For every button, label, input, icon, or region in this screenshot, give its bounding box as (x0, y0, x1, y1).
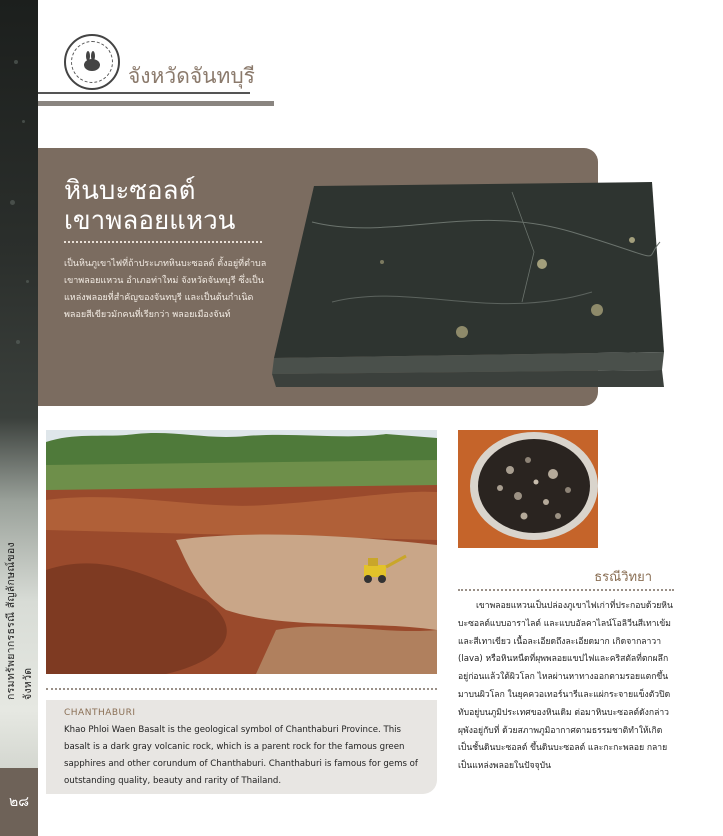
geology-divider (458, 589, 674, 591)
header-rule-thick (38, 101, 274, 106)
english-body: Khao Phloi Waen Basalt is the geological symbol of Chanthaburi Province. This basalt is a dark gray volcanic rock, which is a parent rock for the famous green sapphires and other corundum of Chanthaburi. Chanthaburi is famous for gems of outstanding quality, beauty and rarity of Thailand. (64, 725, 418, 786)
basalt-slab-image (272, 182, 664, 387)
geology-heading: ธรณีวิทยา (594, 570, 652, 585)
province-title: จังหวัดจันทบุรี (128, 64, 255, 88)
side-vertical-text: กรมทรัพยากรธรณี สัญลักษณ์ของจังหวัด (5, 542, 34, 700)
english-summary-box (46, 700, 437, 794)
english-divider (46, 688, 437, 690)
feature-title (64, 176, 284, 236)
feature-title-line2: เขาพลอยแหวน (64, 206, 236, 236)
page-number: ๒๘ (0, 768, 38, 836)
feature-divider (64, 241, 262, 243)
soil-sample-photo (458, 430, 598, 548)
rabbit-emblem-icon (79, 51, 105, 73)
feature-title-line1: หินบะซอลต์ (64, 176, 196, 206)
geology-body: เขาพลอยแหวนเป็นปล่องภูเขาไฟเก่าที่ประกอบด้วยหินบะซอลต์แบบอาราไลต์ และแบบอัลคาไลน์โอลิวีนสีเทาเข้มและสีเทาเขียว เนื้อละเอียดถึงละเอียดมาก เกิดจากลาวา (lava) หรือหินหนืดที่ผุพพลอยแขปไฟและคริสตัลที่ตกผลึกอยู่ก่อนแล้วใต้ผิวโลก ไหลผ่านหาทางออกตามรอยแตกขึ้นมาบนผิวโลก ในยุคควอเทอร์นารีและแผ่กระจายแข็งตัวปิดทับอยู่บนภูมิประเทศของหินเดิม ต่อมาหินบะซอลต์ดังกล่าวผุพังอยู่กับที่ ด้วยสภาพภูมิอากาศตามธรรมชาติทำให้เกิดเป็นชั้นดินบะซอลต์ ขึ้นดินบะซอลต์ และกะกะพลอย กลายเป็นแหล่งพลอยในปัจจุบัน (458, 601, 673, 772)
province-seal-logo (64, 34, 120, 90)
quarry-photo (46, 430, 437, 674)
side-stone-strip (0, 0, 38, 836)
header-rule-thin (38, 92, 250, 94)
feature-body: เป็นหินภูเขาไฟที่ถ้าประเภทหินบะซอลต์ ตั้งอยู่ที่ตำบลเขาพลอยแหวน อำเภอท่าใหม่ จังหวัดจันทบุรี ซึ่งเป็นแหล่งพลอยที่สำคัญของจันทบุรี และเป็นต้นกำเนิดพลอยสีเขียวมักคนที่เรียกว่า พลอยเมืองจันท์ (64, 259, 267, 320)
english-title: CHANTHABURI (64, 708, 136, 718)
